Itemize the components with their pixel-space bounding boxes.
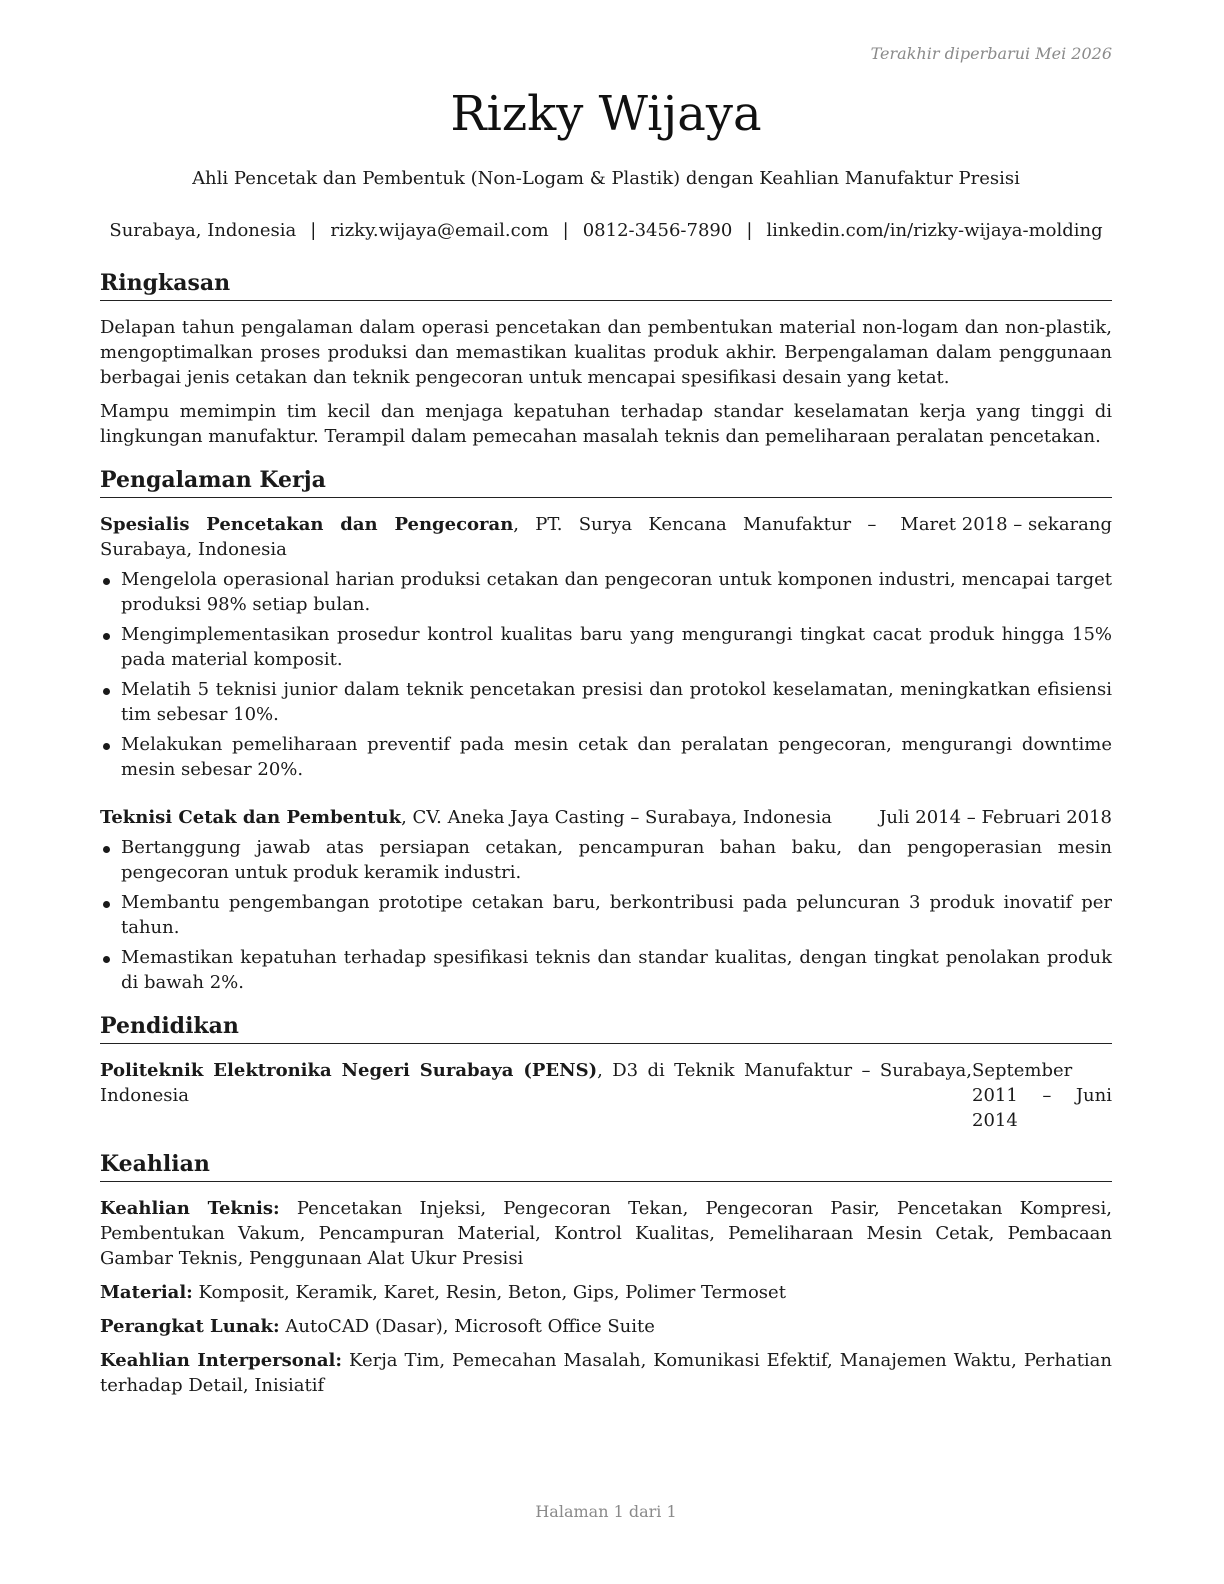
list-item — [100, 622, 1112, 672]
education-heading: Pendidikan — [100, 1011, 1112, 1044]
summary-paragraph: Delapan tahun pengalaman dalam operasi pencetakan dan pembentukan material non-logam dan non-plastik, mengoptimalkan proses produksi dan memastikan kualitas produk akhir. Berpengalaman dalam penggunaan berbagai jenis cetakan dan teknik pengecoran untuk mencapai spesifikasi desain yang ketat. — [100, 317, 1112, 388]
bullet-text: Memastikan kepatuhan terhadap spesifikasi teknis dan standar kualitas, dengan tingkat penolakan produk di bawah 2%. — [121, 947, 1112, 993]
education-entry — [100, 1058, 1112, 1133]
education-dates: September 2011 – Juni 2014 — [972, 1060, 1112, 1131]
skill-group-label: Material: — [100, 1282, 193, 1303]
summary-paragraph: Mampu memimpin tim kecil dan menjaga kepatuhan terhadap standar keselamatan kerja yang tinggi di lingkungan manufaktur. Terampil dalam pemecahan masalah teknis dan pemeliharaan peralatan pencetakan. — [100, 401, 1112, 447]
contact-location: Surabaya, Indonesia — [109, 220, 297, 241]
contact-separator: | — [746, 220, 753, 241]
job-entry — [100, 512, 1112, 782]
page-number: Halaman 1 dari 1 — [535, 1502, 677, 1521]
job-title-line — [100, 805, 855, 830]
job-header — [100, 805, 1112, 830]
contact-line — [100, 220, 1112, 241]
list-item — [100, 835, 1112, 885]
contact-email[interactable]: rizky.wijaya@email.com — [330, 220, 549, 241]
resume-body — [100, 268, 1112, 1398]
job-bullets — [100, 567, 1112, 782]
education-school: Politeknik Elektronika Negeri Surabaya (PENS) — [100, 1060, 598, 1081]
professional-headline: Ahli Pencetak dan Pembentuk (Non-Logam & Plastik) dengan Keahlian Manufaktur Presisi — [192, 168, 1020, 189]
contact-separator: | — [562, 220, 569, 241]
bullet-icon — [103, 688, 110, 695]
job-organization: , CV. Aneka Jaya Casting – Surabaya, Indonesia — [401, 807, 832, 828]
job-entry — [100, 805, 1112, 995]
job-role: Spesialis Pencetakan dan Pengecoran — [100, 514, 514, 535]
skill-group-value: Kerja Tim, Pemecahan Masalah, Komunikasi Efektif, Manajemen Waktu, Perhatian terhadap Detail, Inisiatif — [100, 1350, 1113, 1396]
bullet-icon — [103, 578, 110, 585]
skill-group-label: Keahlian Teknis: — [100, 1198, 280, 1219]
job-title-line — [100, 512, 876, 562]
bullet-text: Mengimplementasikan prosedur kontrol kualitas baru yang mengurangi tingkat cacat produk hingga 15% pada material komposit. — [121, 624, 1112, 670]
job-header — [100, 512, 1112, 562]
bullet-icon — [103, 633, 110, 640]
contact-separator: | — [310, 220, 317, 241]
candidate-name: Rizky Wijaya — [450, 86, 762, 142]
bullet-icon — [103, 743, 110, 750]
job-role: Teknisi Cetak dan Pembentuk — [100, 807, 402, 828]
job-organization: , PT. Surya Kencana Manufaktur – Surabaya, Indonesia — [100, 514, 877, 560]
education-detail: , D3 di Teknik Manufaktur – Surabaya, Indonesia — [100, 1060, 972, 1106]
bullet-text: Bertanggung jawab atas persiapan cetakan, pencampuran bahan baku, dan pengoperasian mesin pengecoran untuk produk keramik industri. — [121, 837, 1112, 883]
bullet-text: Melatih 5 teknisi junior dalam teknik pencetakan presisi dan protokol keselamatan, meningkatkan efisiensi tim sebesar 10%. — [121, 679, 1112, 725]
last-updated-note: Terakhir diperbarui Mei 2026 — [870, 44, 1112, 63]
job-dates: Juli 2014 – Februari 2018 — [879, 807, 1112, 828]
list-item — [100, 890, 1112, 940]
resume-page — [100, 0, 1112, 1584]
skill-group-label: Perangkat Lunak: — [100, 1316, 280, 1337]
skill-group — [100, 1348, 1112, 1398]
skill-group-value: Komposit, Keramik, Karet, Resin, Beton, Gips, Polimer Termoset — [192, 1282, 786, 1303]
job-dates: Maret 2018 – sekarang — [900, 514, 1112, 535]
contact-linkedin[interactable]: linkedin.com/in/rizky-wijaya-molding — [766, 220, 1103, 241]
bullet-text: Mengelola operasional harian produksi cetakan dan pengecoran untuk komponen industri, mencapai target produksi 98% setiap bulan. — [121, 569, 1112, 615]
skills-heading: Keahlian — [100, 1149, 1112, 1182]
skill-group — [100, 1196, 1112, 1271]
bullet-icon — [103, 901, 110, 908]
job-bullets — [100, 835, 1112, 995]
list-item — [100, 732, 1112, 782]
list-item — [100, 677, 1112, 727]
list-item — [100, 567, 1112, 617]
bullet-icon — [103, 846, 110, 853]
skill-group — [100, 1314, 1112, 1339]
skill-group — [100, 1280, 1112, 1305]
list-item — [100, 945, 1112, 995]
summary-heading: Ringkasan — [100, 268, 1112, 301]
contact-phone: 0812-3456-7890 — [582, 220, 733, 241]
education-institution-line — [100, 1058, 972, 1133]
bullet-text: Membantu pengembangan prototipe cetakan baru, berkontribusi pada peluncuran 3 produk inovatif per tahun. — [121, 892, 1112, 938]
skill-group-label: Keahlian Interpersonal: — [100, 1350, 343, 1371]
bullet-icon — [103, 956, 110, 963]
experience-heading: Pengalaman Kerja — [100, 465, 1112, 498]
skill-group-value: AutoCAD (Dasar), Microsoft Office Suite — [279, 1316, 655, 1337]
bullet-text: Melakukan pemeliharaan preventif pada mesin cetak dan peralatan pengecoran, mengurangi downtime mesin sebesar 20%. — [121, 734, 1112, 780]
skill-group-value: Pencetakan Injeksi, Pengecoran Tekan, Pengecoran Pasir, Pencetakan Kompresi, Pembentukan Vakum, Pencampuran Material, Kontrol Kualitas, Pemeliharaan Mesin Cetak, Pembacaan Gambar Teknis, Penggunaan Alat Ukur Presisi — [100, 1198, 1112, 1269]
